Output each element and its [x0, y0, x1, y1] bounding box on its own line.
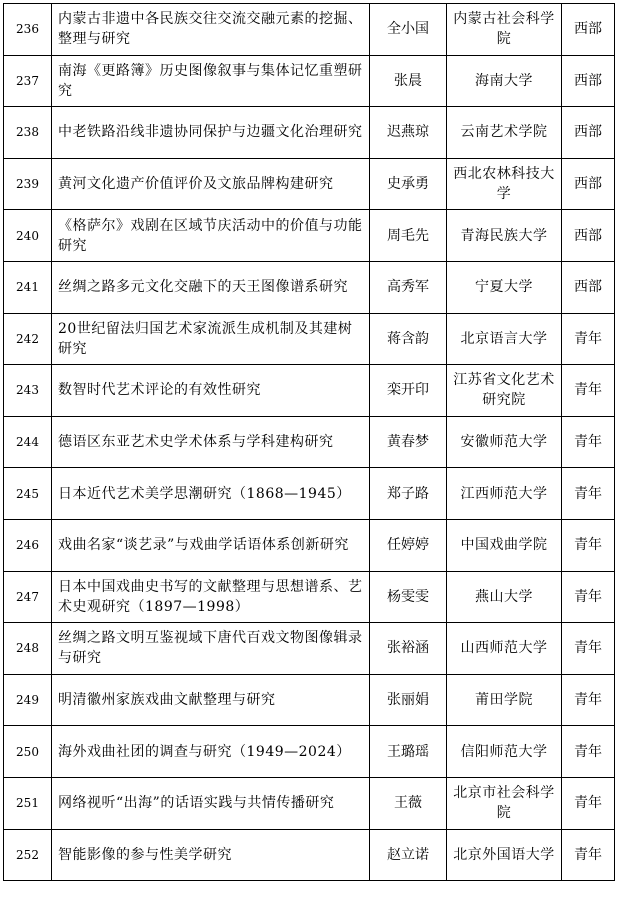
institution: 燕山大学 [447, 571, 562, 623]
project-title: 日本中国戏曲史书写的文献整理与思想谱系、艺术史观研究（1897—1998） [52, 571, 370, 623]
principal-investigator: 杨雯雯 [370, 571, 447, 623]
institution: 莆田学院 [447, 674, 562, 726]
row-number: 242 [4, 313, 52, 365]
principal-investigator: 栾开印 [370, 365, 447, 417]
table-row [4, 210, 615, 262]
project-category: 青年 [562, 416, 615, 468]
principal-investigator: 王璐瑶 [370, 726, 447, 778]
row-number: 236 [4, 4, 52, 56]
principal-investigator: 黄春梦 [370, 416, 447, 468]
project-title: 丝绸之路多元文化交融下的天王图像谱系研究 [52, 261, 370, 313]
table-row [4, 674, 615, 726]
institution: 内蒙古社会科学院 [447, 4, 562, 56]
table-row [4, 107, 615, 159]
project-title: 南海《更路簿》历史图像叙事与集体记忆重塑研究 [52, 55, 370, 107]
project-category: 青年 [562, 623, 615, 675]
project-category: 西部 [562, 107, 615, 159]
row-number: 240 [4, 210, 52, 262]
project-title: 戏曲名家“谈艺录”与戏曲学话语体系创新研究 [52, 519, 370, 571]
project-category: 青年 [562, 313, 615, 365]
principal-investigator: 任婷婷 [370, 519, 447, 571]
project-title: 德语区东亚艺术史学术体系与学科建构研究 [52, 416, 370, 468]
table-row [4, 416, 615, 468]
project-category: 青年 [562, 829, 615, 881]
table-row [4, 829, 615, 881]
principal-investigator: 全小国 [370, 4, 447, 56]
project-category: 青年 [562, 777, 615, 829]
principal-investigator: 迟燕琼 [370, 107, 447, 159]
project-category: 青年 [562, 674, 615, 726]
project-title: 网络视听“出海”的话语实践与共情传播研究 [52, 777, 370, 829]
row-number: 250 [4, 726, 52, 778]
table-row [4, 726, 615, 778]
institution: 北京外国语大学 [447, 829, 562, 881]
institution: 海南大学 [447, 55, 562, 107]
row-number: 246 [4, 519, 52, 571]
project-title: 日本近代艺术美学思潮研究（1868—1945） [52, 468, 370, 520]
project-category: 青年 [562, 468, 615, 520]
table-row [4, 261, 615, 313]
table-row [4, 158, 615, 210]
principal-investigator: 郑子路 [370, 468, 447, 520]
row-number: 238 [4, 107, 52, 159]
institution: 江西师范大学 [447, 468, 562, 520]
table-row [4, 365, 615, 417]
project-title: 海外戏曲社团的调查与研究（1949—2024） [52, 726, 370, 778]
principal-investigator: 张裕涵 [370, 623, 447, 675]
project-list-table [3, 3, 615, 881]
institution: 信阳师范大学 [447, 726, 562, 778]
project-title: 明清徽州家族戏曲文献整理与研究 [52, 674, 370, 726]
table-row [4, 4, 615, 56]
project-category: 青年 [562, 571, 615, 623]
row-number: 252 [4, 829, 52, 881]
project-title: 《格萨尔》戏剧在区域节庆活动中的价值与功能研究 [52, 210, 370, 262]
project-title: 内蒙古非遗中各民族交往交流交融元素的挖掘、整理与研究 [52, 4, 370, 56]
table-row [4, 313, 615, 365]
project-title: 黄河文化遗产价值评价及文旅品牌构建研究 [52, 158, 370, 210]
row-number: 245 [4, 468, 52, 520]
row-number: 247 [4, 571, 52, 623]
row-number: 243 [4, 365, 52, 417]
project-category: 西部 [562, 210, 615, 262]
table-row [4, 777, 615, 829]
project-category: 西部 [562, 4, 615, 56]
row-number: 251 [4, 777, 52, 829]
row-number: 248 [4, 623, 52, 675]
principal-investigator: 蒋含韵 [370, 313, 447, 365]
row-number: 237 [4, 55, 52, 107]
principal-investigator: 周毛先 [370, 210, 447, 262]
project-category: 西部 [562, 158, 615, 210]
table-row [4, 55, 615, 107]
table-row [4, 519, 615, 571]
project-title: 丝绸之路文明互鉴视域下唐代百戏文物图像辑录与研究 [52, 623, 370, 675]
institution: 北京语言大学 [447, 313, 562, 365]
project-title: 数智时代艺术评论的有效性研究 [52, 365, 370, 417]
row-number: 244 [4, 416, 52, 468]
table-row [4, 571, 615, 623]
row-number: 239 [4, 158, 52, 210]
project-title: 20世纪留法归国艺术家流派生成机制及其建树研究 [52, 313, 370, 365]
institution: 云南艺术学院 [447, 107, 562, 159]
project-title: 中老铁路沿线非遗协同保护与边疆文化治理研究 [52, 107, 370, 159]
institution: 北京市社会科学院 [447, 777, 562, 829]
principal-investigator: 史承勇 [370, 158, 447, 210]
project-category: 青年 [562, 519, 615, 571]
institution: 江苏省文化艺术研究院 [447, 365, 562, 417]
principal-investigator: 张丽娟 [370, 674, 447, 726]
project-list-body [4, 4, 615, 881]
project-category: 西部 [562, 261, 615, 313]
row-number: 249 [4, 674, 52, 726]
principal-investigator: 张晨 [370, 55, 447, 107]
project-title: 智能影像的参与性美学研究 [52, 829, 370, 881]
principal-investigator: 高秀军 [370, 261, 447, 313]
institution: 青海民族大学 [447, 210, 562, 262]
row-number: 241 [4, 261, 52, 313]
institution: 山西师范大学 [447, 623, 562, 675]
project-category: 青年 [562, 726, 615, 778]
project-category: 西部 [562, 55, 615, 107]
table-row [4, 623, 615, 675]
project-category: 青年 [562, 365, 615, 417]
institution: 安徽师范大学 [447, 416, 562, 468]
table-row [4, 468, 615, 520]
principal-investigator: 赵立诺 [370, 829, 447, 881]
institution: 西北农林科技大学 [447, 158, 562, 210]
institution: 宁夏大学 [447, 261, 562, 313]
principal-investigator: 王薇 [370, 777, 447, 829]
institution: 中国戏曲学院 [447, 519, 562, 571]
